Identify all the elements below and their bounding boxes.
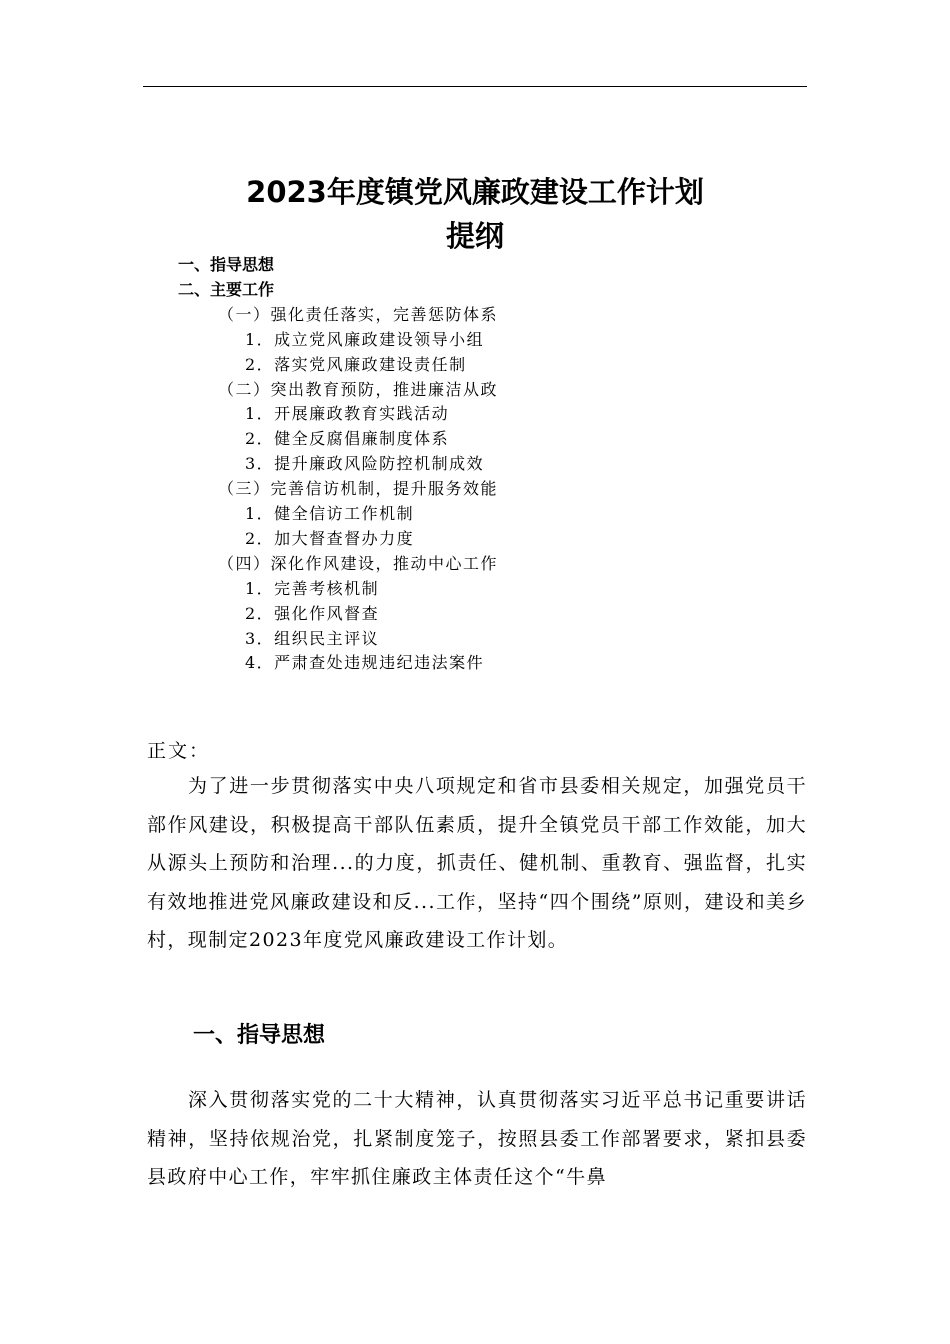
header-rule [143, 86, 807, 87]
outline-item: 1．成立党风廉政建设领导小组 [245, 329, 485, 349]
outline-item: 一、指导思想 [178, 255, 275, 274]
outline-item: （一）强化责任落实，完善惩防体系 [218, 304, 499, 324]
outline-item: 1．健全信访工作机制 [245, 504, 415, 523]
intro-paragraph: 为了进一步贯彻落实中央八项规定和省市县委相关规定，加强党员干部作风建设，积极提高干部队伍素质，提升全镇党员干部工作效能，加大从源头上预防和治理...的力度，抓责任、健机制、重教育、强监督，扎实有效地推进党风廉政建设和反...工作，坚持“四个围绕”原则，建设和美乡村，现制定2023年度党风廉政建设工作计划。 [147, 775, 807, 951]
outline-item: （二）突出教育预防，推进廉洁从政 [218, 379, 499, 399]
outline-item: 1．开展廉政教育实践活动 [245, 404, 450, 424]
outline-item: 2．落实党风廉政建设责任制 [245, 354, 467, 374]
outline-item: 2．强化作风督查 [245, 603, 380, 623]
outline-item: 3．提升廉政风险防控机制成效 [245, 454, 485, 474]
body-label: 正文： [147, 740, 211, 762]
outline-item: 1．完善考核机制 [245, 578, 380, 598]
outline-item: （三）完善信访机制，提升服务效能 [218, 479, 499, 499]
section-paragraph: 深入贯彻落实党的二十大精神，认真贯彻落实习近平总书记重要讲话精神，坚持依规治党，扎紧制度笼子，按照县委工作部署要求，紧扣县委县政府中心工作，牢牢抓住廉政主体责任这个“牛鼻 [147, 1089, 807, 1188]
outline-item: 4．严肃查处违规违纪违法案件 [245, 653, 485, 673]
outline-item: 二、主要工作 [178, 279, 275, 299]
outline-item: （四）深化作风建设，推动中心工作 [218, 553, 499, 573]
section-heading: 一、指导思想 [193, 1023, 326, 1048]
outline-item: 3．组织民主评议 [245, 628, 380, 648]
outline-item: 2．加大督查督办力度 [245, 528, 415, 548]
outline-item: 2．健全反腐倡廉制度体系 [245, 429, 450, 449]
document-subtitle: 提纲 [445, 219, 504, 253]
document-title: 2023年度镇党风廉政建设工作计划 [246, 175, 704, 209]
